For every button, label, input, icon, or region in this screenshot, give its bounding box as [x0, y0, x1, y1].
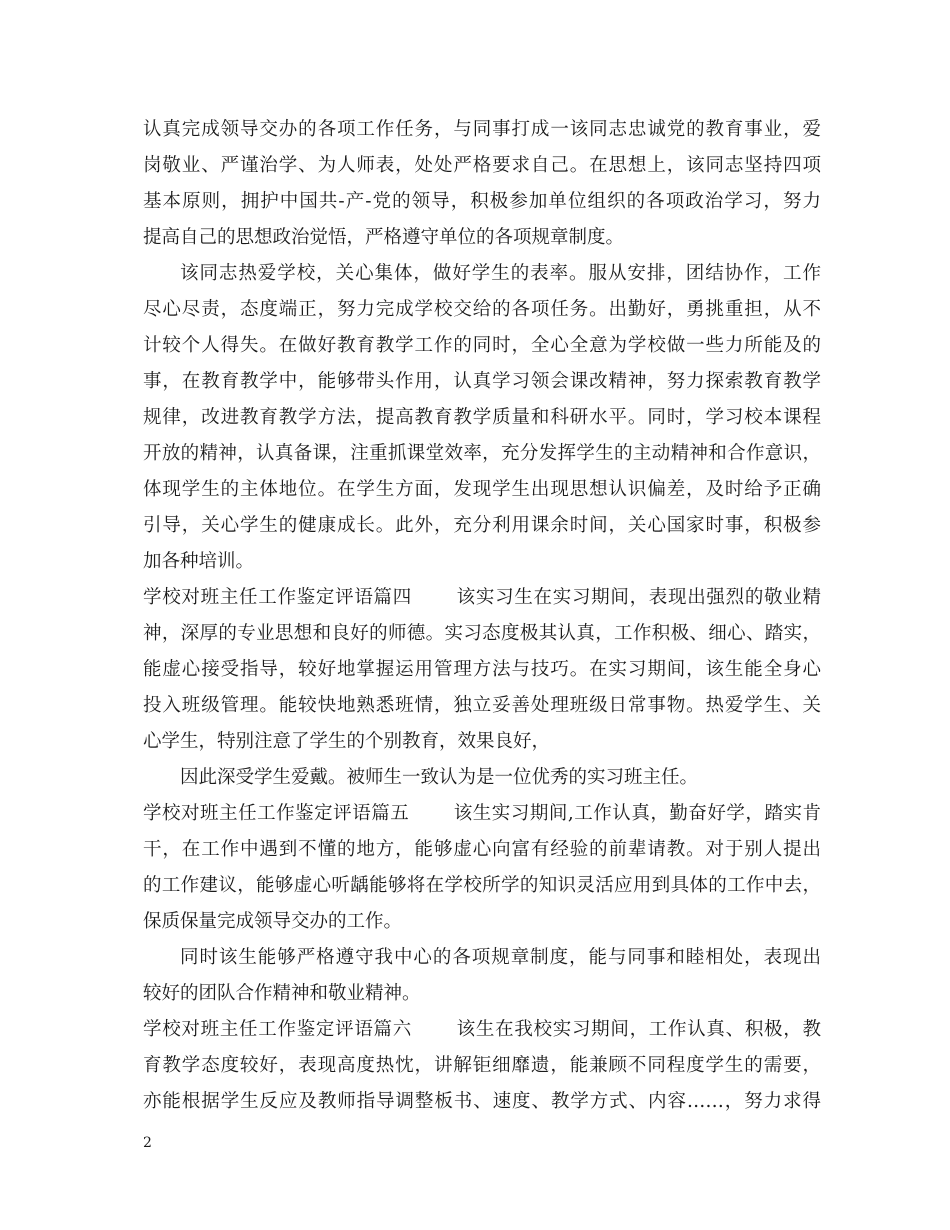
text-line: 心学生，特别注意了学生的个别教育，效果良好， [143, 731, 551, 752]
section-heading: 学校对班主任工作鉴定评语篇六 [143, 1019, 412, 1040]
paragraph [143, 1012, 821, 1120]
paragraph [143, 940, 821, 1012]
text-line: 该同志热爱学校，关心集体，做好学生的表率。服从安排，团结协作，工作 [180, 263, 821, 284]
paragraph [143, 256, 821, 580]
paragraph [143, 580, 821, 760]
text-line: 规律，改进教育教学方法，提高教育教学质量和科研水平。同时，学习校本课程 [143, 407, 821, 428]
text-line: 加各种培训。 [143, 551, 255, 572]
text-line: 计较个人得失。在做好教育教学工作的同时，全心全意为学校做一些力所能及的 [143, 335, 821, 356]
text-line: 岗敬业、严谨治学、为人师表，处处严格要求自己。在思想上，该同志坚持四项 [143, 155, 821, 176]
text-line: 亦能根据学生反应及教师指导调整板书、速度、教学方式、内容……，努力求得 [143, 1091, 821, 1112]
text-line: 提高自己的思想政治觉悟，严格遵守单位的各项规章制度。 [143, 227, 625, 248]
text-line: 投入班级管理。能较快地熟悉班情，独立妥善处理班级日常事物。热爱学生、关 [143, 695, 821, 716]
text-segment: 该生实习期间,工作认真，勤奋好学，踏实肯 [453, 803, 821, 824]
document-body [143, 112, 821, 1120]
page-number: 2 [143, 1135, 152, 1151]
heading-line [143, 580, 821, 616]
text-segment: 该实习生在实习期间，表现出强烈的敬业精 [455, 587, 821, 608]
heading-line [143, 796, 821, 832]
text-line: 开放的精神，认真备课，注重抓课堂效率，充分发挥学生的主动精神和合作意识， [143, 443, 821, 464]
text-line: 较好的团队合作精神和敬业精神。 [143, 983, 421, 1004]
text-line: 引导，关心学生的健康成长。此外，充分利用课余时间，关心国家时事，积极参 [143, 515, 821, 536]
text-line: 育教学态度较好，表现高度热忱，讲解钜细靡遗，能兼顾不同程度学生的需要， [143, 1055, 821, 1076]
text-line: 因此深受学生爱戴。被师生一致认为是一位优秀的实习班主任。 [180, 767, 699, 788]
text-line: 神，深厚的专业思想和良好的师德。实习态度极其认真，工作积极、细心、踏实， [143, 623, 821, 644]
section-heading: 学校对班主任工作鉴定评语篇四 [143, 587, 412, 608]
paragraph [143, 112, 821, 256]
paragraph [143, 796, 821, 940]
text-line: 基本原则，拥护中国共-产-党的领导，积极参加单位组织的各项政治学习，努力 [143, 191, 821, 212]
text-line: 保质保量完成领导交办的工作。 [143, 911, 403, 932]
text-line: 体现学生的主体地位。在学生方面，发现学生出现思想认识偏差，及时给予正确 [143, 479, 821, 500]
text-line: 同时该生能够严格遵守我中心的各项规章制度，能与同事和睦相处，表现出 [180, 947, 821, 968]
paragraph [143, 760, 821, 796]
text-segment: 该生在我校实习期间，工作认真、积极，教 [455, 1019, 821, 1040]
text-line: 干，在工作中遇到不懂的地方，能够虚心向富有经验的前辈请教。对于别人提出 [143, 839, 821, 860]
heading-line [143, 1012, 821, 1048]
text-line: 尽心尽责，态度端正，努力完成学校交给的各项任务。出勤好，勇挑重担，从不 [143, 299, 821, 320]
text-line: 的工作建议，能够虚心听龋能够将在学校所学的知识灵活应用到具体的工作中去， [143, 875, 821, 896]
section-heading: 学校对班主任工作鉴定评语篇五 [143, 803, 410, 824]
text-line: 认真完成领导交办的各项工作任务，与同事打成一该同志忠诚党的教育事业，爱 [143, 119, 821, 140]
text-line: 事，在教育教学中，能够带头作用，认真学习领会课改精神，努力探索教育教学 [143, 371, 821, 392]
text-line: 能虚心接受指导，较好地掌握运用管理方法与技巧。在实习期间，该生能全身心 [143, 659, 821, 680]
